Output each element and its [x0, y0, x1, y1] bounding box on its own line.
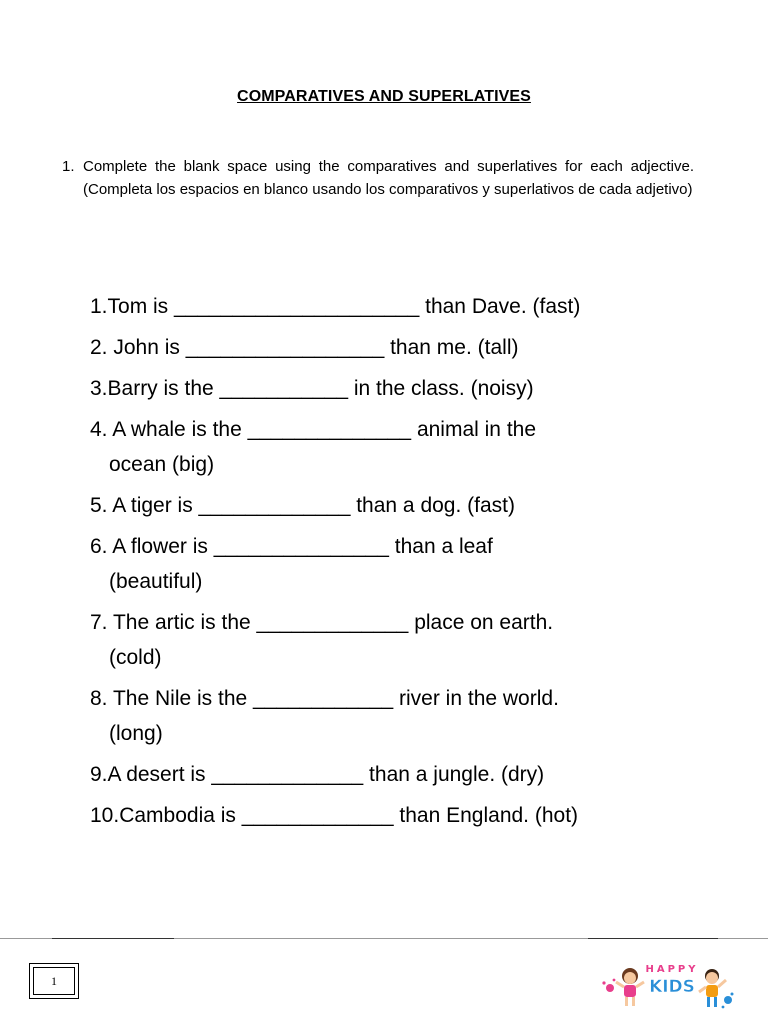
exercise-item — [90, 757, 580, 792]
instructions — [62, 156, 694, 201]
exercise-text: 2. John is _________________ than me. (tall) — [90, 336, 519, 359]
page-number: 1 — [33, 967, 75, 995]
exercise-item — [90, 529, 580, 599]
paint-splash-icon — [724, 996, 732, 1004]
page-title: COMPARATIVES AND SUPERLATIVES — [237, 88, 531, 105]
exercise-continuation: (beautiful) — [109, 570, 203, 593]
instruction-text: Complete the blank space using the comparatives and superlatives for each adjective. (Completa los espacios en blanco usando los comparativos y superlativos de cada adjetivo) — [83, 158, 694, 198]
exercise-continuation: (cold) — [109, 646, 162, 669]
exercise-text: 4. A whale is the ______________ animal in the — [90, 418, 537, 441]
exercise-item — [90, 488, 580, 523]
boy-icon — [699, 969, 726, 1007]
exercise-item — [90, 330, 580, 365]
footer-divider — [0, 938, 768, 939]
exercise-continuation: (long) — [109, 722, 163, 745]
instruction-number: 1. — [62, 158, 75, 175]
exercise-text: 10.Cambodia is _____________ than England. (hot) — [90, 804, 579, 827]
exercise-text: 3.Barry is the ___________ in the class. (noisy) — [90, 377, 534, 400]
exercise-text: 9.A desert is _____________ than a jungle. (dry) — [90, 763, 545, 786]
exercise-text: 1.Tom is _____________________ than Dave. (fast) — [90, 295, 581, 318]
exercise-text: 7. The artic is the _____________ place on earth. — [90, 611, 554, 634]
exercise-item — [90, 412, 580, 482]
exercise-text: 8. The Nile is the ____________ river in the world. — [90, 687, 559, 710]
exercise-item — [90, 605, 580, 675]
exercise-item — [90, 681, 580, 751]
logo-text-kids: KIDS — [649, 977, 695, 997]
exercise-item — [90, 371, 580, 406]
logo-text-happy: HAPPY — [645, 964, 699, 975]
paint-splash-icon — [606, 984, 614, 992]
exercise-list — [90, 289, 580, 833]
page-number-box — [29, 963, 79, 999]
exercise-continuation: ocean (big) — [109, 453, 215, 476]
exercise-text: 5. A tiger is _____________ than a dog. (fast) — [90, 494, 515, 517]
happy-kids-logo — [600, 958, 734, 1014]
footer-divider-left — [52, 938, 174, 939]
exercise-item — [90, 289, 580, 324]
exercise-item — [90, 798, 580, 833]
exercise-text: 6. A flower is _______________ than a leaf — [90, 535, 493, 558]
footer-divider-right — [588, 938, 718, 939]
girl-icon — [616, 968, 644, 1006]
